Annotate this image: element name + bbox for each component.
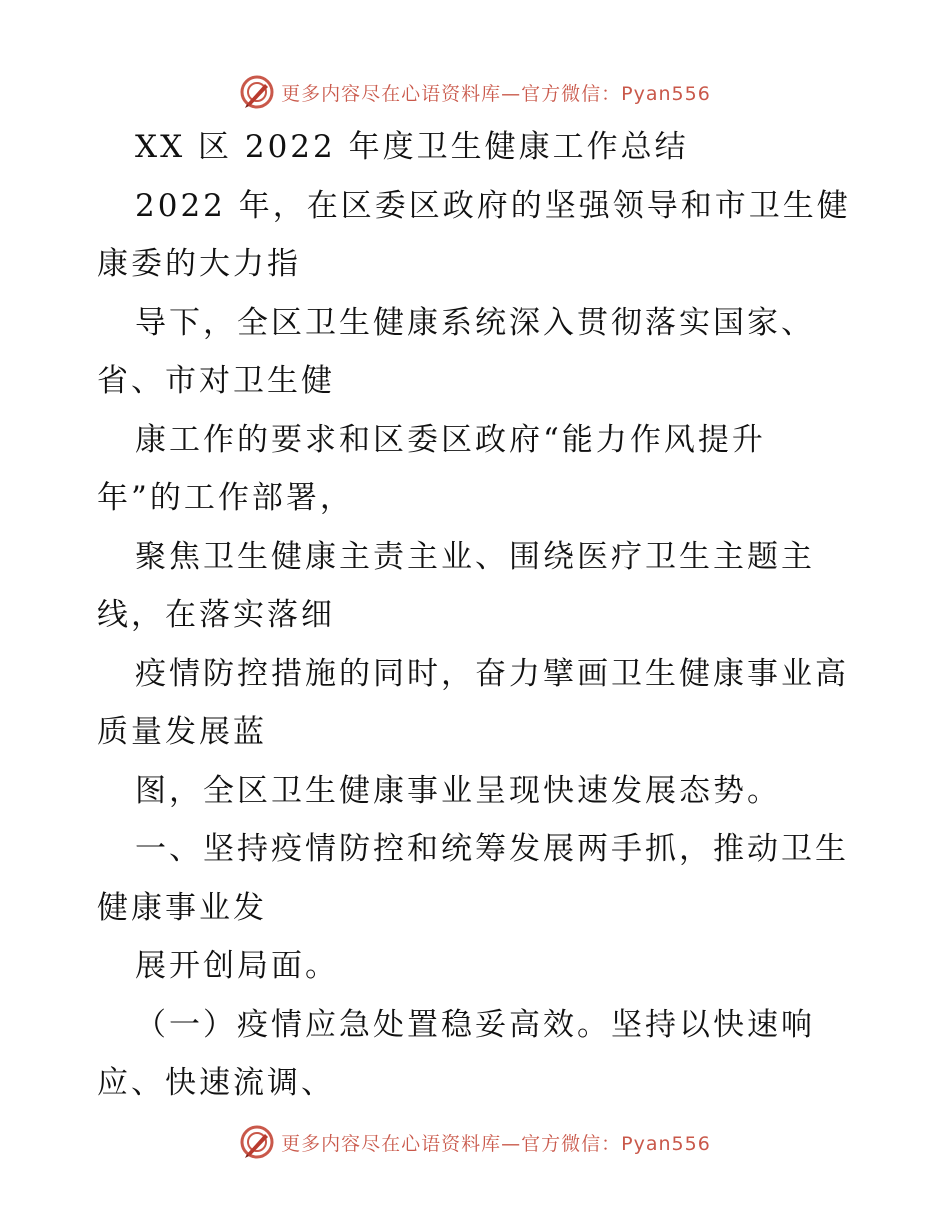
text-line: （一）疫情应急处置稳妥高效。坚持以快速响 bbox=[135, 1006, 815, 1043]
text-line: 质量发展蓝 bbox=[97, 714, 267, 750]
watermark-header bbox=[0, 70, 950, 114]
watermark-footer bbox=[0, 1120, 950, 1164]
document-body bbox=[97, 118, 867, 1113]
text-line: 线，在落实落细 bbox=[97, 597, 335, 633]
text-line: 健康事业发 bbox=[97, 889, 267, 926]
text-line: 聚焦卫生健康主责主业、围绕医疗卫生主题主 bbox=[135, 538, 815, 575]
text-line: 应、快速流调、 bbox=[97, 1065, 335, 1101]
text-line: 省、市对卫生健 bbox=[97, 363, 335, 399]
text-line: 导下，全区卫生健康系统深入贯彻落实国家、 bbox=[135, 304, 815, 341]
text-line: 一、坚持疫情防控和统筹发展两手抓，推动卫生 bbox=[135, 831, 849, 867]
text-line: 图，全区卫生健康事业呈现快速发展态势。 bbox=[135, 772, 781, 809]
watermark-text: 更多内容尽在心语资料库—官方微信：Pyan556 bbox=[281, 1132, 711, 1155]
text-line: 康工作的要求和区委区政府“能力作风提升 bbox=[135, 421, 766, 458]
text-line: 年”的工作部署， bbox=[97, 480, 354, 516]
text-line: 展开创局面。 bbox=[135, 948, 339, 984]
text-line: 2022 年，在区委区政府的坚强领导和市卫生健 bbox=[135, 187, 851, 224]
pen-logo-icon bbox=[239, 74, 275, 110]
text-line: 康委的大力指 bbox=[97, 246, 301, 282]
watermark-text: 更多内容尽在心语资料库—官方微信：Pyan556 bbox=[281, 82, 711, 105]
text-line: XX 区 2022 年度卫生健康工作总结 bbox=[135, 129, 689, 165]
text-line: 疫情防控措施的同时，奋力擘画卫生健康事业高 bbox=[135, 655, 849, 692]
pen-logo-icon bbox=[239, 1124, 275, 1160]
